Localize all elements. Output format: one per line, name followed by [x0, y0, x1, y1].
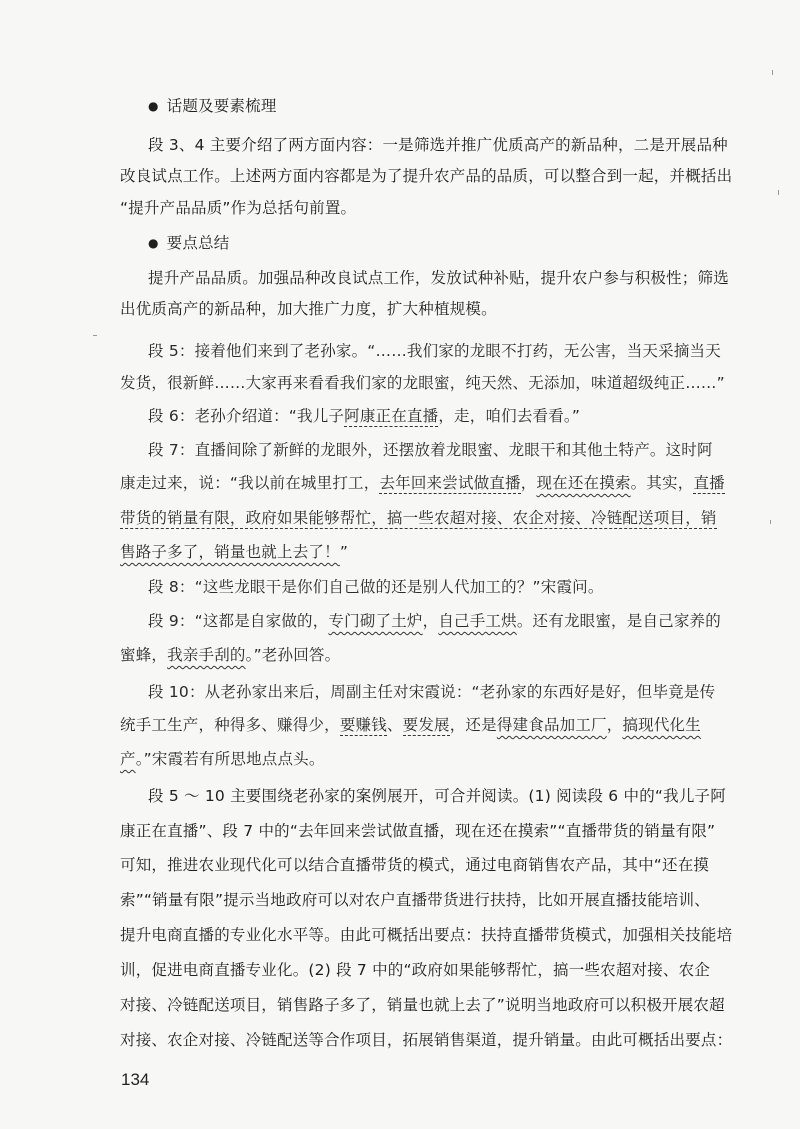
source-line: 售路子多了，销量也就上去了！” [120, 543, 349, 561]
heading-summary: ● 要点总结 [148, 231, 229, 256]
source-line: 段 6：老孙介绍道：“我儿子阿康正在直播，走，咱们去看看。” [148, 407, 581, 425]
source-line: 段 10：从老孙家出来后，周副主任对宋霞说：“老孙家的东西好是好，但毕竟是传 [148, 683, 716, 701]
source-line [120, 506, 717, 530]
analysis-line: 训，促进电商直播专业化。(2) 段 7 中的“政府如果能够帮忙，搞一些农超对接、农企 [120, 961, 711, 979]
summary-line: 出优质高产的新品种，加大推广力度，扩大种植规模。 [120, 300, 497, 318]
scan-mark [770, 520, 771, 524]
para-line: 改良试点工作。上述两方面内容都是为了提升农产品的品质，可以整合到一起，并概括出 [120, 167, 733, 185]
source-line: 段 8：“这些龙眼干是你们自己做的还是别人代加工的？”宋霞问。 [148, 578, 604, 596]
analysis-line: 对接、农企对接、冷链配送等合作项目，拓展销售渠道，提升销量。由此可概括出要点： [120, 1031, 733, 1049]
source-line: 段 7：直播间除了新鲜的龙眼外，还摆放着龙眼蜜、龙眼干和其他土特产。这时阿 [148, 441, 713, 459]
dashed-underline: ，政府如果能够帮忙，搞一些农超对接、农企对接、冷链配送项目，销 [229, 509, 717, 527]
source-line: 段 5：接着他们来到了老孙家。“……我们家的龙眼不打药，无公害，当天采摘当天 [148, 342, 721, 360]
wavy-underline: 搞现代化生 [622, 716, 701, 734]
analysis-line: 段 5 ～ 10 主要围绕老孙家的案例展开，可合并阅读。(1) 阅读段 6 中的“我儿子阿 [148, 787, 726, 805]
wavy-underline: 现在还在摸索 [536, 474, 631, 492]
dashed-underline: 直播 [693, 474, 725, 492]
scan-mark [772, 70, 773, 75]
analysis-line: 对接、冷链配送项目，销售路子多了，销量也就上去了”说明当地政府可以积极开展农超 [120, 996, 725, 1014]
heading-topics: ● 话题及要素梳理 [148, 94, 277, 119]
source-line: 统手工生产，种得多、赚得少，要赚钱、要发展，还是得建食品加工厂，搞现代化生 [120, 716, 701, 734]
para-line: “提升产品品质”作为总括句前置。 [120, 199, 357, 217]
dashed-underline: 带货的销量有限 [120, 509, 230, 527]
wavy-underline: 得建食品加工厂 [496, 716, 607, 734]
analysis-line: 康正在直播”、段 7 中的“去年回来尝试做直播，现在还在摸索”“直播带货的销量有限” [120, 822, 716, 840]
source-line: 产。”宋霞若有所思地点点头。 [120, 750, 325, 768]
para-line: 段 3、4 主要介绍了两方面内容：一是筛选并推广优质高产的新品种，二是开展品种 [148, 136, 728, 154]
dashed-underline: 要赚钱 [339, 716, 387, 734]
scan-mark [778, 190, 779, 195]
wavy-underline: 售路子多了，销量也就上去了！ [120, 543, 340, 561]
analysis-line: 索”“销量有限”提示当地政府可以对农户直播带货进行扶持，比如开展直播技能培训、 [120, 891, 710, 909]
dashed-underline: 去年回来尝试做直播 [379, 474, 521, 492]
source-line: 段 9：“这都是自家做的，专门砌了土炉，自己手工烘。还有龙眼蜜，是自己家养的 [148, 612, 721, 630]
page-number: 134 [121, 1070, 150, 1089]
scan-mark [93, 335, 97, 336]
source-line: 发货，很新鲜……大家再来看看我们家的龙眼蜜，纯天然、无添加，味道超级纯正……” [120, 374, 725, 392]
source-line: 蜜蜂，我亲手刮的。”老孙回答。 [120, 646, 341, 664]
summary-line: 提升产品品质。加强品种改良试点工作，发放试种补贴，提升农户参与积极性；筛选 [148, 269, 729, 287]
wavy-underline: 专门砌了土炉 [328, 612, 423, 630]
analysis-line: 提升电商直播的专业化水平等。由此可概括出要点：扶持直播带货模式，加强相关技能培 [120, 926, 733, 944]
wavy-underline: 我亲手刮的 [167, 646, 246, 664]
dashed-underline: 阿康正在直播 [344, 407, 439, 425]
source-line: 康走过来，说：“我以前在城里打工，去年回来尝试做直播，现在还在摸索。其实，直播 [120, 474, 725, 492]
wavy-underline: 自己手工烘 [438, 612, 517, 630]
analysis-line: 可知，推进农业现代化可以结合直播带货的模式，通过电商销售农产品，其中“还在摸 [120, 856, 710, 874]
wavy-underline: 产 [120, 750, 136, 768]
dashed-underline: 要发展 [402, 716, 450, 734]
